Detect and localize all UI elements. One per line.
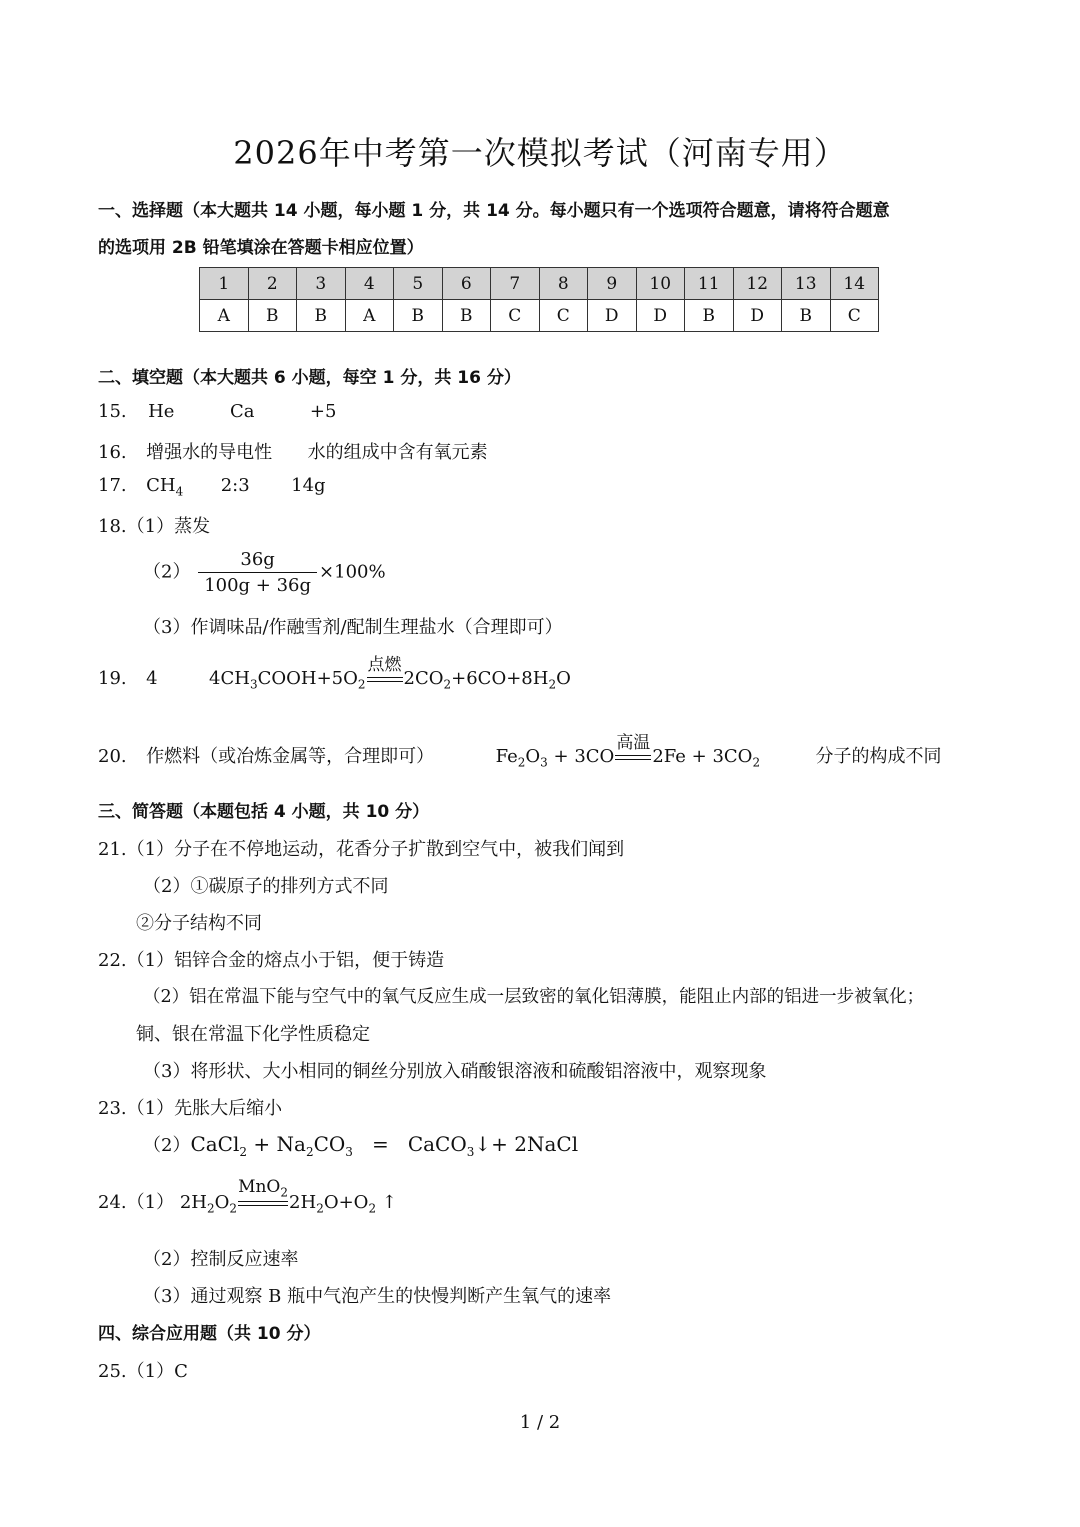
section4-heading: 四、综合应用题（共 10 分） <box>98 1324 321 1344</box>
q15-label: 15. <box>98 401 127 422</box>
q20-equation: $Fe_2O_3 + 3CO$ 高温 $2Fe + 3CO_2$ <box>496 746 761 767</box>
answer-table-answer-cell: C <box>491 300 540 332</box>
answer-table-number-cell: 12 <box>733 268 782 300</box>
answer-table-number-row <box>200 268 879 300</box>
page-title: 2026年中考第一次模拟考试（河南专用） <box>233 134 847 172</box>
q17-label: 17. <box>98 475 127 496</box>
q20-answer-3: 分子的构成不同 <box>815 746 942 767</box>
q21-label: 21. <box>98 839 127 860</box>
answer-table-number-cell: 14 <box>830 268 879 300</box>
answer-table-number-cell: 11 <box>685 268 734 300</box>
q18-fraction-denominator: 100g + 36g <box>204 575 312 596</box>
answer-table-answer-cell: D <box>636 300 685 332</box>
q20-row <box>98 733 942 770</box>
q15-row <box>98 401 336 422</box>
q19-label: 19. <box>98 668 127 689</box>
q23-label: 23. <box>98 1098 127 1119</box>
q22-part2b: 铜、银在常温下化学性质稳定 <box>136 1024 370 1045</box>
answer-table-answer-cell: B <box>394 300 443 332</box>
answer-table-number-cell: 7 <box>491 268 540 300</box>
answer-table-number-cell: 9 <box>588 268 637 300</box>
answer-table <box>199 267 879 332</box>
q18-fraction-numerator: 36g <box>198 549 317 573</box>
answer-table-answer-cell: A <box>345 300 394 332</box>
q22-part2a: （2）铝在常温下能与空气中的氧气反应生成一层致密的氧化铝薄膜，能阻止内部的铝进一步被氧化； <box>143 987 925 1007</box>
q24-condition: MnO$_2$ <box>238 1176 288 1199</box>
q21-part1: （1）分子在不停地运动，花香分子扩散到空气中，被我们闻到 <box>126 839 625 860</box>
section2-heading: 二、填空题（本大题共 6 小题，每空 1 分，共 16 分） <box>98 368 521 388</box>
q23-equation: CaCl$_2$ + $Na_2CO_3$ = CaCO$_3$↓+ 2NaCl <box>190 1132 579 1159</box>
q25-part1: （1）C <box>126 1361 188 1382</box>
q21-part2: （2）①碳原子的排列方式不同 <box>143 876 389 897</box>
q22-row <box>98 946 444 972</box>
q17-answer-1: $CH_4$ <box>146 475 184 499</box>
q24-row: 24.（1） $2H_2O_2$ MnO$_2$ $2H_2O+O_2$ ↑ <box>98 1176 397 1216</box>
q15-answer-2: Ca <box>229 401 255 422</box>
q25-row <box>98 1357 188 1383</box>
answer-table-answer-cell: D <box>588 300 637 332</box>
answer-table-number-cell: 2 <box>248 268 297 300</box>
q17-answer-2: 2:3 <box>220 475 250 496</box>
answer-table-number-cell: 5 <box>394 268 443 300</box>
q17-row <box>98 475 326 499</box>
q18-row <box>98 512 210 538</box>
q25-label: 25. <box>98 1361 127 1382</box>
q16-answer-2: 水的组成中含有氧元素 <box>307 442 488 463</box>
q24-equation: $2H_2O_2$ MnO$_2$ $2H_2O+O_2$ ↑ <box>179 1176 397 1216</box>
section1-heading-line1: 一、选择题（本大题共 14 小题，每小题 1 分，共 14 分。每小题只有一个选项符合题意，请将符合题意 <box>98 201 890 221</box>
q20-condition: 高温 <box>616 733 651 753</box>
q19-row <box>98 655 571 692</box>
answer-table-number-cell: 8 <box>539 268 588 300</box>
page-number: 1 / 2 <box>519 1412 561 1433</box>
q19-equation: $4CH_3COOH+5O_2$ 点燃 $2CO_2+6CO+8H_2O$ <box>209 668 571 689</box>
q15-answer-1: He <box>148 401 175 422</box>
q20-label: 20. <box>98 746 127 767</box>
q19-condition: 点燃 <box>367 655 402 675</box>
q18-part2: （2） $\frac{36g}{100g + 36g}$ ×100% <box>143 549 386 596</box>
answer-table-answer-cell: B <box>297 300 346 332</box>
q16-answer-1: 增强水的导电性 <box>146 442 273 463</box>
q23-part1: （1）先胀大后缩小 <box>126 1098 283 1119</box>
q22-part3: （3）将形状、大小相同的铜丝分别放入硝酸银溶液和硫酸铝溶液中，观察现象 <box>143 1061 767 1082</box>
q16-row <box>98 438 488 464</box>
q24-part2: （2）控制反应速率 <box>143 1249 299 1270</box>
q21-part3: ②分子结构不同 <box>136 913 262 934</box>
answer-table-answer-cell: B <box>782 300 831 332</box>
answer-table-number-cell: 4 <box>345 268 394 300</box>
answer-table-number-cell: 13 <box>782 268 831 300</box>
answer-table-number-cell: 3 <box>297 268 346 300</box>
answer-table-answer-cell: A <box>200 300 249 332</box>
q23-row <box>98 1094 282 1120</box>
q21-row <box>98 835 624 861</box>
answer-table-answer-cell: C <box>539 300 588 332</box>
answer-table-number-cell: 1 <box>200 268 249 300</box>
answer-table-answer-cell: C <box>830 300 879 332</box>
answer-table-answer-cell: B <box>248 300 297 332</box>
answer-table-answer-cell: B <box>685 300 734 332</box>
answer-table-answer-row <box>200 300 879 332</box>
answer-table-answer-cell: B <box>442 300 491 332</box>
section3-heading: 三、简答题（本题包括 4 小题，共 10 分） <box>98 802 430 822</box>
q20-answer-1: 作燃料（或冶炼金属等，合理即可） <box>146 746 435 767</box>
q24-label: 24. <box>98 1192 127 1213</box>
q19-answer-1: 4 <box>146 668 158 689</box>
q17-answer-3: 14g <box>291 475 326 496</box>
section1-heading-line2: 的选项用 2B 铅笔填涂在答题卡相应位置） <box>98 238 424 258</box>
q18-part1: （1）蒸发 <box>126 516 211 537</box>
answer-table-answer-cell: D <box>733 300 782 332</box>
q22-part1: （1）铝锌合金的熔点小于铝，便于铸造 <box>126 950 445 971</box>
q16-label: 16. <box>98 442 127 463</box>
answer-table-number-cell: 10 <box>636 268 685 300</box>
q15-answer-3: +5 <box>309 401 337 422</box>
q18-label: 18. <box>98 516 127 537</box>
q24-part3: （3）通过观察 B 瓶中气泡产生的快慢判断产生氧气的速率 <box>143 1286 612 1307</box>
q23-part2: （2）CaCl$_2$ + $Na_2CO_3$ = CaCO$_3$↓+ 2NaCl <box>143 1132 579 1159</box>
answer-table-number-cell: 6 <box>442 268 491 300</box>
q22-label: 22. <box>98 950 127 971</box>
q18-fraction <box>198 549 317 596</box>
q18-part3: （3）作调味品/作融雪剂/配制生理盐水（合理即可） <box>143 617 563 638</box>
